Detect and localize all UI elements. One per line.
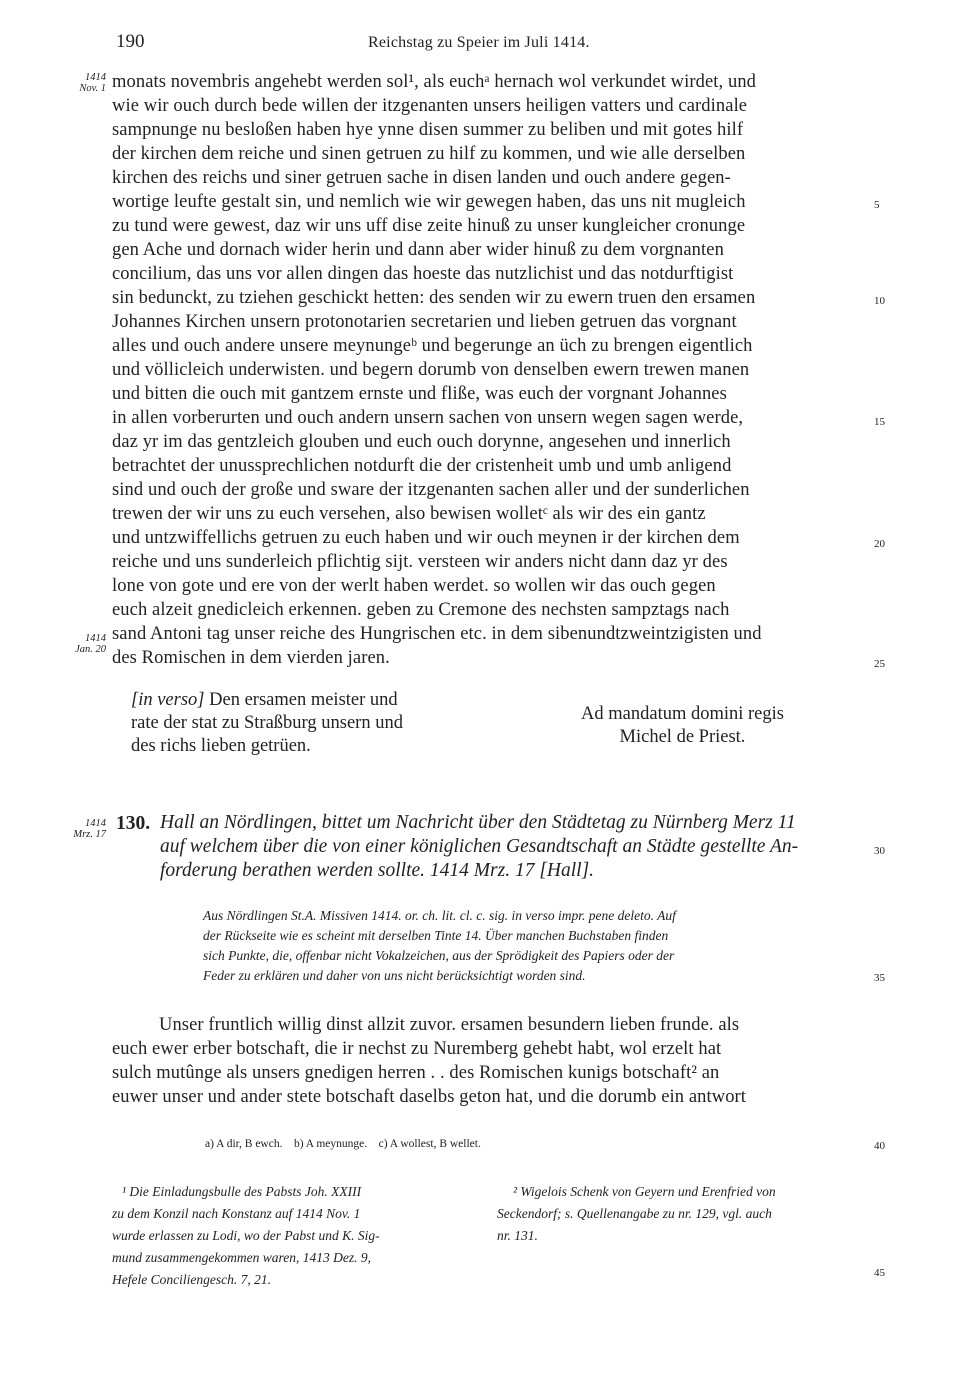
letter-line: und völlicleich underwisten. und begern dorumb von denselben ewern trewen manen xyxy=(112,360,750,380)
letter-line: in allen vorberurten und ouch andern unsern sachen von unsern wegen sagen werde, xyxy=(112,408,744,428)
letter-line: lone von gote und ere von der werlt haben werdet. so wollen wir das ouch gegen xyxy=(112,576,716,596)
variant-apparatus: a) A dir, B ewch. b) A meynunge. c) A wollest, B wellet. xyxy=(205,1138,481,1150)
line-number: 30 xyxy=(874,845,885,857)
letter-line: alles und ouch andere unsere meynungeᵇ und begerunge an üch zu brengen eigentlich xyxy=(112,336,753,356)
letter-line: und bitten die ouch mit gantzem ernste und fliße, was euch der vorgnant Johannes xyxy=(112,384,727,404)
line-number: 10 xyxy=(874,295,885,307)
page-number: 190 xyxy=(116,31,145,52)
line-number: 40 xyxy=(874,1140,885,1152)
letter-line: Johannes Kirchen unsern protonotarien secretarien und lieben getruen das vorgnant xyxy=(112,312,737,332)
letter-line: betrachtet der unussprechlichen notdurft die der cristenheit umb und umb anligend xyxy=(112,456,732,476)
line-number: 45 xyxy=(874,1267,885,1279)
letter-line: reiche und uns sunderleich pflichtig sijt. versteen wir anders nicht dann daz yr des xyxy=(112,552,728,572)
running-title: Reichstag zu Speier im Juli 1414. xyxy=(368,34,590,51)
line-number: 15 xyxy=(874,416,885,428)
line-number: 5 xyxy=(874,199,880,211)
letter-line: gen Ache und dornach wider herin und dann aber wider hinuß zu dem vorgnanten xyxy=(112,240,724,260)
letter-line: der kirchen dem reiche und sinen getruen zu hilf zu kommen, und wie alle derselben xyxy=(112,144,746,164)
footnote-right: ² Wigelois Schenk von Geyern und Erenfried von Seckendorf; s. Quellenangabe zu nr. 129, vgl. auch nr. 131. xyxy=(497,1184,776,1243)
letter-line: kirchen des reichs und siner getruen sache in disen landen und ouch andere gegen- xyxy=(112,168,731,188)
letter-line: concilium, das uns vor allen dingen das hoeste das nutzlichist und das notdurftigist xyxy=(112,264,734,284)
letter-line: sin bedunckt, zu tziehen geschickt hetten: des senden wir zu ewern truen den ersamen xyxy=(112,288,756,308)
letter-line: monats novembris angehebt werden sol¹, als euchᵃ hernach wol verkundet wirdet, und xyxy=(112,72,757,92)
line-number: 35 xyxy=(874,972,885,984)
source-description: Aus Nördlingen St.A. Missiven 1414. or. ch. lit. cl. c. sig. in verso impr. pene deleto. Auf der Rückseite wie es scheint mit derselben Tinte 14. Über manchen Buchstaben finden sich Punkte, die, offenbar nicht Vokalzeichen, aus der Sprödigkeit des Papiers oder der Feder zu erklären und daher von uns nicht berücksichtigt worden sind. xyxy=(203,908,676,983)
line-number: 25 xyxy=(874,658,885,670)
line-number: 20 xyxy=(874,538,885,550)
letter-line: wortige leufte gestalt sin, und nemlich wie wir gewegen haben, das uns nit mugleich xyxy=(112,192,746,212)
letter-line: wie wir ouch durch bede willen der itzgenanten unsers heiligen vatters und cardinale xyxy=(112,96,748,116)
document-number: 130. xyxy=(116,813,151,834)
margin-date: 1414 Jan. 20 xyxy=(75,633,106,655)
letter-line: euch alzeit gnedicleich erkennen. geben zu Cremone des nechsten sampztags nach xyxy=(112,600,730,620)
footnote-left: ¹ Die Einladungsbulle des Pabsts Joh. XXIII zu dem Konzil nach Konstanz auf 1414 Nov. 1 wurde erlassen zu Lodi, wo der Pabst und K. Sig- mund zusammengekommen waren, 1413 Dez. 9, Hefele Conciliengesch. 7, 21. xyxy=(112,1184,380,1287)
letter-line: sampnunge nu besloßen haben hye ynne disen summer zu beliben und mit gotes hilf xyxy=(112,120,744,140)
signature-block: Ad mandatum domini regis Michel de Priest. xyxy=(581,704,784,747)
letter-line: und untzwiffellichs getruen zu euch haben und wir ouch meynen ir der kirchen dem xyxy=(112,528,740,548)
letter-line: zu tund were gewest, daz wir uns uff dise zeite hinuß zu unser kungleicher cronunge xyxy=(112,216,746,236)
letter-line: des Romischen in dem vierden jaren. xyxy=(112,648,390,668)
letter-line: trewen der wir uns zu euch versehen, also bewisen wolletᶜ als wir des ein gantz xyxy=(112,504,706,524)
address-prefix: [in verso] xyxy=(131,690,205,710)
document-heading: Hall an Nördlingen, bittet um Nachricht über den Städtetag zu Nürnberg Merz 11 auf welchem über die von einer königlichen Gesandtschaft an Städte gestellte An- forderung berathen werden sollte. 1414 Mrz. 17 [Hall]. xyxy=(160,812,799,881)
address-block: [in verso] Den ersamen meister und rate der stat zu Straßburg unsern und des richs lieben getrüen. xyxy=(131,690,403,756)
letter-line: daz yr im das gentzleich glouben und euch ouch dorynne, angesehen und innerlich xyxy=(112,432,731,452)
letter-line: sand Antoni tag unser reiche des Hungrischen etc. in dem sibenundtzweintzigisten und xyxy=(112,624,762,644)
margin-date: 1414 Nov. 1 xyxy=(79,72,106,94)
letter-line: sind und ouch der große und sware der itzgenanten sachen aller und der sunderlichen xyxy=(112,480,750,500)
letter-body xyxy=(112,70,867,670)
document-text: Unser fruntlich willig dinst allzit zuvor. ersamen besundern lieben frunde. als euch ewer erber botschaft, die ir nechst zu Nuremberg gehebt habt, wol erzelt hat sulch mutûnge als unsers gnedigen herren . . des Romischen kunigs botschaft² an euwer unser und ander stete botschaft daselbs geton hat, und die dorumb ein antwort xyxy=(112,1015,747,1107)
margin-date: 1414 Mrz. 17 xyxy=(73,818,106,840)
